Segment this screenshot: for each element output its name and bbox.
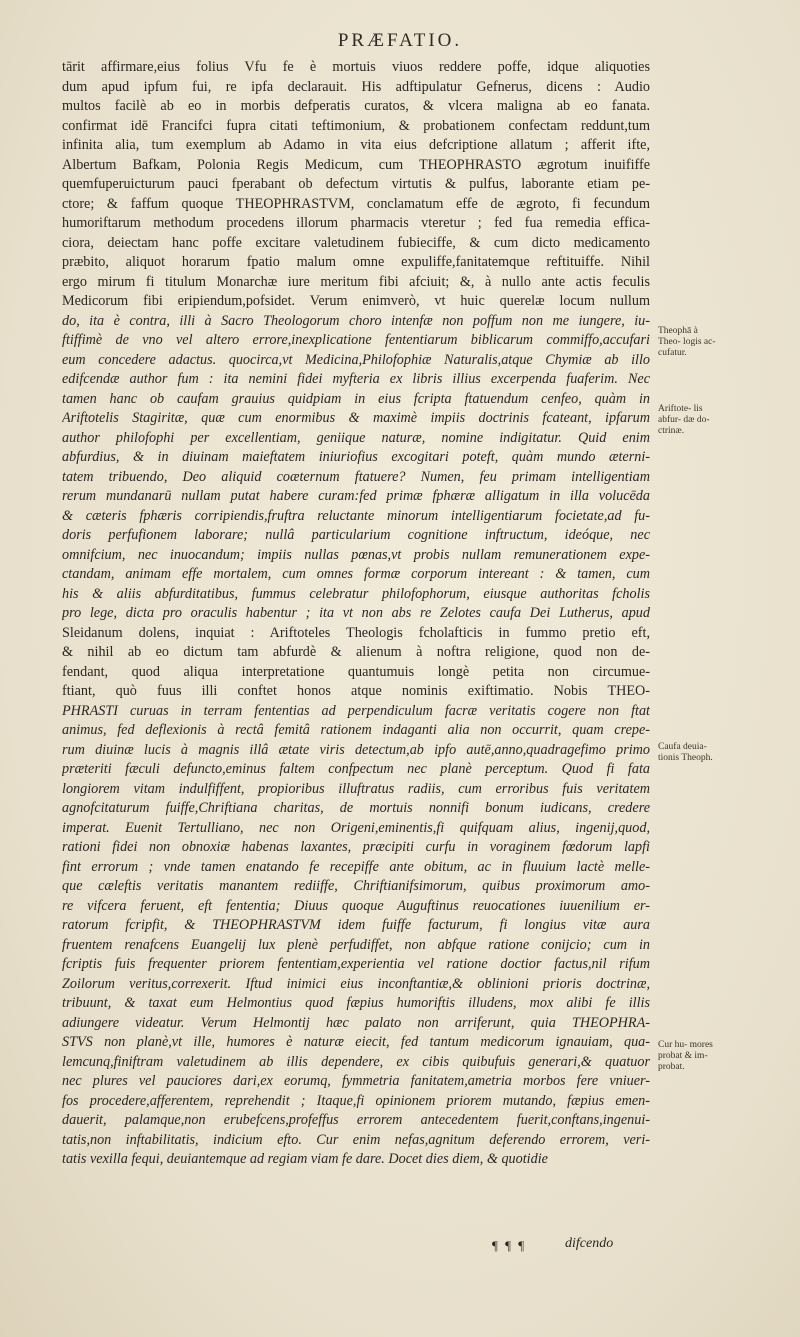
- text-line: longiorem vitam indulfiffent, propioribus illuftratus radiis, cum erroribus fuis veritatem: [62, 780, 650, 797]
- text-line: agnofcitaturum fuiffe,Chriftiana charitas, de mortuis nonnifi bonum iudicans, credere: [62, 800, 650, 816]
- text-line: que cæleftis veritatis manantem rediiffe, Chriftianifsimorum, quibus proximorum amo-: [62, 878, 650, 894]
- signature-mark: ¶ ¶ ¶: [492, 1238, 527, 1253]
- text-line: fos procedere,afferentem, reprehendit ; Itaque,fi opinionem priorem mutando, fæpius emen-: [62, 1092, 650, 1109]
- text-line: pro lege, dicta pro oraculis habentur ; ita vt non abs re Zelotes caufa Dei Lutherus, apud: [62, 605, 650, 621]
- margin-note: Cur hu- mores probat & im- probat.: [658, 1040, 713, 1072]
- text-line: tatis vexilla fequi, deuiantemque ad regiam viam fe dare. Docet dies diem, & quotidie: [62, 1151, 548, 1167]
- text-line: abfurdius, & in diuinam maieftatem iniuriofius excogitari poteft, quàm mundo æterni-: [62, 449, 650, 465]
- text-line: fruentem renafcens Euangelij lux plenè perfudiffet, non abfque ratione conijcio; cum in: [62, 936, 650, 953]
- text-line: omnifcium, nec inuocandum; impiis nullas pœnas,vt probis nullam remunerationem expe-: [62, 546, 650, 563]
- text-line: rerum mundanarū nullam putat habere curam:fed primæ fphæræ alligatum in illa volucēda: [62, 488, 650, 504]
- text-line: Zoilorum veritus,correxerit. Iftud inimici eius inconftantiæ,& oblinioni prioris doctrinæ,: [62, 975, 650, 992]
- text-line: ftiant, quò fuus illi conftet honos atque nominis exiftimatio. Nobis THEO-: [62, 683, 650, 699]
- text-line: Ariftotelis Stagiritæ, quæ cum enormibus & maximè impiis doctrinis fcateant, ipfarum: [62, 410, 650, 426]
- text-line: dum apud ipfum fui, re ipfa declarauit. His adftipulatur Gefnerus, dicens : Audio: [62, 78, 650, 95]
- text-line: rum diuinæ lucis à magnis illâ ætate viris detectum,ab ipfo autē,anno,quadragefimo primo: [62, 741, 650, 758]
- text-line: rationi fidei non obnoxiæ habenas laxantes, præcipiti curfu in voraginem fœdorum lapfi: [62, 839, 650, 855]
- text-line: præbito, aliquot horarum fpatio malum omne expuliffe,fanitatemque reftituiffe. Nihil: [62, 254, 650, 270]
- text-line: PHRASTI curuas in terram fententias ad perpendiculum facræ veritatis cogere non ftat: [62, 702, 650, 719]
- text-line: ftiffimè de vno vel altero errore,inexplicatione fententiarum biblicarum commiffo,accufari: [62, 332, 650, 348]
- text-line: ctore; & faffum quoque THEOPHRASTVM, conclamatum effe de ægroto, fi fecundum: [62, 195, 650, 212]
- text-line: ratorum fcripfit, & THEOPHRASTVM idem fuiffe facturum, fi longius vitæ aura: [62, 917, 650, 933]
- text-line: author philofophi per excellentiam, geniique naturæ, nomine indigitatur. Quid enim: [62, 429, 650, 446]
- text-line: ergo mirum fi titulum Monarchæ iure meritum fibi afciuit; &, à nullo ante actis feculis: [62, 273, 650, 290]
- text-line: Albertum Bafkam, Polonia Regis Medicum, cum THEOPHRASTO ægrotum inuififfe: [62, 156, 650, 173]
- text-line: adiungere videatur. Verum Helmontij hæc palato non arriferunt, quia THEOPHRA-: [62, 1014, 650, 1031]
- text-line: nec plures vel pauciores dari,ex eorumq, fymmetria fanitatem,ametria morbos fere vniuer-: [62, 1073, 650, 1089]
- text-line: tatis,non inftabilitatis, indicium efto. Cur enim nefas,agnitum deferendo errorem, veri-: [62, 1131, 650, 1148]
- text-line: tribuunt, & taxat eum Helmontius quod fæpius humoriftis illudens, mox alibi fe illis: [62, 995, 650, 1011]
- text-line: & cæteris fphæris corripiendis,fruftra reluctante minorum intelligentiarum focietate,ad fu-: [62, 507, 650, 524]
- text-line: animus, fed deflexionis à rectâ femitâ rationem indaganti alia non occurrit, quam crepe-: [62, 722, 650, 738]
- text-line: multos facilè ab eo in morbis defperatis curatos, & vlcera maligna ab eo fanata.: [62, 98, 650, 114]
- margin-note: Ariftote- lis abfur- dæ do- ctrinæ.: [658, 404, 710, 436]
- body-text-column: [62, 58, 650, 1170]
- text-line: quemfuperuicturum pauci fperabant ob defectum virtutis & pulfus, laborante etiam pe-: [62, 176, 650, 192]
- text-line: Medicorum fibi eripiendum,pofsidet. Verum enimverò, vt huic querelæ locum nullum: [62, 293, 650, 309]
- text-line: dauerit, palamque,non erubefcens,profeffus errorem antecedentem fuerit,conftans,ingenui-: [62, 1112, 650, 1128]
- margin-note: Theophā à Theo- logis ac- cufatur.: [658, 326, 716, 358]
- text-line: infinita alia, tum exemplum ab Adamo in vita eius defcriptione allatum ; afferit ifte,: [62, 137, 650, 153]
- text-line: fcriptis fuis frequenter priorem fententiam,experientia vel ratione doctior factus,nil rifum: [62, 956, 650, 972]
- text-line: imperat. Euenit Tertulliano, nec non Origeni,eminentis,fi quifquam alius, ingenij,quod,: [62, 819, 650, 836]
- catchword: difcendo: [565, 1236, 614, 1251]
- text-line: his & aliis abfurditatibus, fummus celebratur philofophorum, eiusque authoritas fcholis: [62, 585, 650, 602]
- text-line: do, ita è contra, illi à Sacro Theologorum choro intenfæ non poffum non me iungere, iu-: [62, 312, 650, 329]
- text-line: tārit affirmare,eius folius Vfu fe è mortuis viuos reddere poffe, idque aliquoties: [62, 59, 650, 75]
- text-line: STVS non planè,vt ille, humores è naturæ eiecit, fed tantum medicorum ignauiam, qua-: [62, 1034, 650, 1050]
- text-line: doris perfufionem laborare; nullâ particularium cognitione inftructum, ideóque, nec: [62, 527, 650, 543]
- text-line: fint errorum ; vnde tamen enatando fe recepiffe ante obitum, ac in fluuium lactè melle-: [62, 858, 650, 875]
- text-line: tatem tribuendo, Deo aliquid coæternum ftatuere? Numen, feu primam intelligentiam: [62, 468, 650, 485]
- text-line: fendant, quod aliqua interpretatione quantumuis longè petita non circumue-: [62, 663, 650, 680]
- text-line: Sleidanum dolens, inquiat : Ariftoteles Theologis fcholafticis in fummo pretio eft,: [62, 624, 650, 641]
- text-line: humoriftarum methodum procedens illorum pharmacis vteretur ; fed fua remedia effica-: [62, 215, 650, 231]
- text-line: ctandam, animam effe mortalem, cum omnes formæ corporum intereant : & tamen, cum: [62, 566, 650, 582]
- text-line: re vifcera feruent, eft fententia; Diuus quoque Auguftinus reuocationes iuuenilium er-: [62, 897, 650, 914]
- text-line: eum concedere adactus. quocirca,vt Medicina,Philofophiæ Naturalis,atque Chymiæ ab illo: [62, 351, 650, 368]
- text-line: tamen hanc ob caufam grauius quidpiam in eius fcripta ftatuendum cenfeo, quàm in: [62, 390, 650, 407]
- running-head: PRÆFATIO.: [337, 30, 463, 51]
- text-line: ciora, deiectam hanc poffe excitare valetudinem fubieciffe, & cum dicto medicamento: [62, 234, 650, 251]
- text-line: lemcunq,finiftram valetudinem ab illis dependere, ex cibis quibufuis generari,& quatuor: [62, 1053, 650, 1070]
- margin-note: Caufa deuia- tionis Theoph.: [658, 742, 713, 763]
- text-line: & nihil ab eo dictum tam abfurdè & alienum à noftra religione, quod non de-: [62, 644, 650, 660]
- text-line: confirmat idē Francifci fupra citati teftimonium, & probationem confectam reddunt,tum: [62, 117, 650, 134]
- text-line: præteriti fæculi defuncto,eminus faltem confpectum nec planè perceptum. Quod fi fata: [62, 761, 650, 777]
- text-line: edifcendæ author fum : ita nemini fidei myfteria ex libris illius excerpenda fuaferim. Nec: [62, 371, 650, 387]
